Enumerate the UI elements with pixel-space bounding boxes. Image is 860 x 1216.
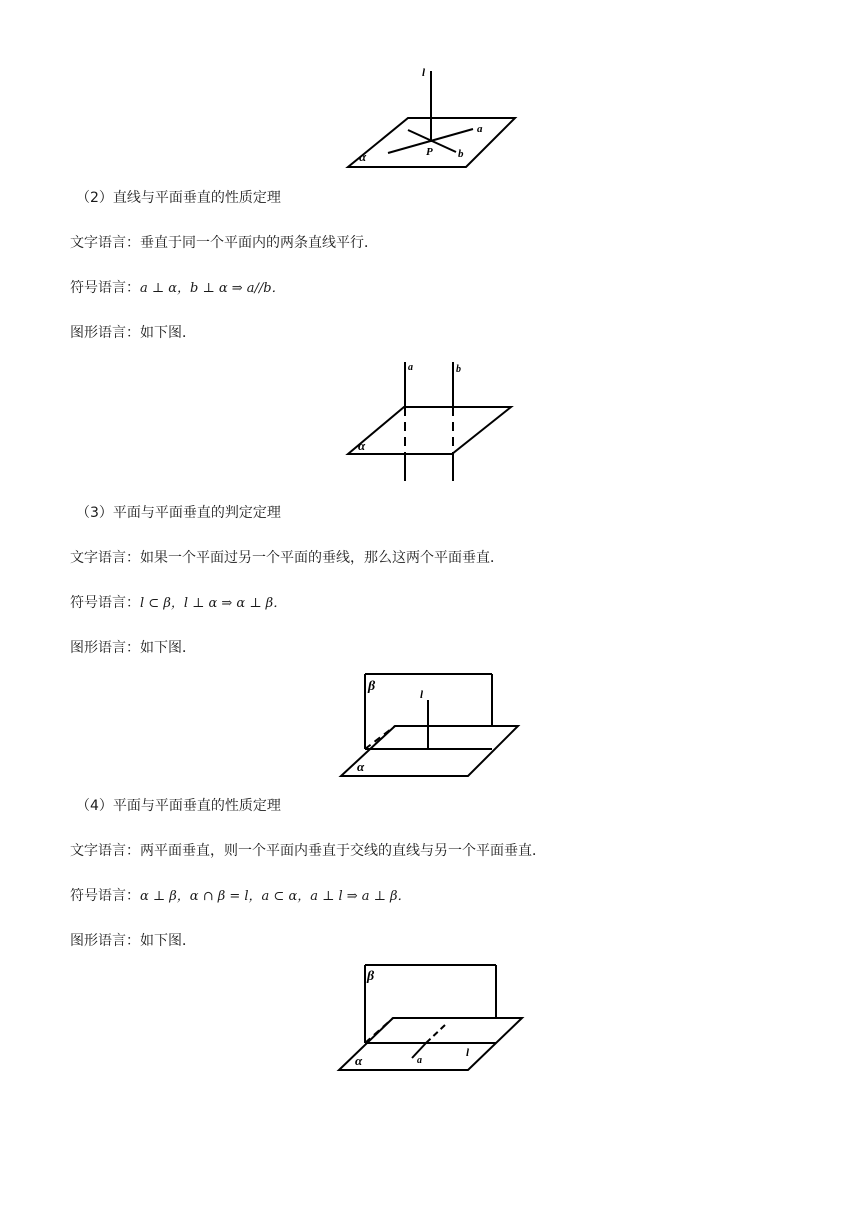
section4-figure-label: 图形语言：: [70, 933, 140, 949]
fig2-label-a: a: [408, 362, 413, 373]
fig2-label-b: b: [456, 364, 461, 375]
fig1-label-b: b: [458, 148, 464, 160]
fig3-label-l: l: [420, 689, 424, 701]
fig2-label-alpha: α: [358, 438, 366, 453]
fig1-label-l: l: [422, 67, 426, 79]
figure-plane-perpendicular-judgement: [335, 668, 525, 783]
fig4-label-a: a: [417, 1055, 422, 1066]
figure-parallel-lines-perpendicular-plane: [340, 355, 520, 485]
section4-text: 两平面垂直，则一个平面内垂直于交线的直线与另一个平面垂直．: [140, 843, 546, 859]
section3-heading: （3）平面与平面垂直的判定定理: [76, 505, 281, 521]
section2-text-label: 文字语言：: [70, 235, 140, 251]
fig3-label-beta: β: [368, 679, 376, 694]
figure-line-perpendicular-plane: [340, 60, 530, 175]
section3-text: 如果一个平面过另一个平面的垂线，那么这两个平面垂直．: [140, 550, 504, 566]
section4-symbol: α ⊥ β，α ∩ β = l，a ⊂ α，a ⊥ l ⇒ a ⊥ β．: [140, 889, 411, 904]
section3-symbol-label: 符号语言：: [70, 595, 140, 611]
section2-text-row: [70, 234, 378, 252]
section2-symbol-row: [70, 279, 285, 298]
fig1-label-p: P: [426, 146, 433, 158]
fig4-label-l: l: [466, 1047, 470, 1059]
section4-figure-text: 如下图．: [140, 933, 196, 949]
fig3-label-alpha: α: [357, 759, 365, 774]
section3-figure-text: 如下图．: [140, 640, 196, 656]
figure-plane-perpendicular-property: [335, 960, 530, 1075]
section2-text: 垂直于同一个平面内的两条直线平行．: [140, 235, 378, 251]
section2-symbol-label: 符号语言：: [70, 280, 140, 296]
fig4-label-beta: β: [367, 969, 375, 984]
section4-symbol-row: [70, 887, 411, 906]
section2-figure-label: 图形语言：: [70, 325, 140, 341]
section3-symbol: l ⊂ β，l ⊥ α ⇒ α ⊥ β．: [140, 596, 287, 611]
section4-symbol-label: 符号语言：: [70, 888, 140, 904]
section2-figure-text: 如下图．: [140, 325, 196, 341]
section4-text-row: [70, 842, 546, 860]
section3-figure-row: [70, 639, 196, 657]
section3-text-row: [70, 549, 504, 567]
section4-figure-row: [70, 932, 196, 950]
section2-symbol: a ⊥ α，b ⊥ α ⇒ a//b．: [140, 281, 285, 296]
section3-symbol-row: [70, 594, 286, 613]
fig1-label-alpha: α: [359, 149, 367, 164]
section2-figure-row: [70, 324, 196, 342]
fig4-label-alpha: α: [355, 1053, 363, 1068]
section4-text-label: 文字语言：: [70, 843, 140, 859]
section3-figure-label: 图形语言：: [70, 640, 140, 656]
section2-heading: （2）直线与平面垂直的性质定理: [76, 190, 281, 206]
section3-text-label: 文字语言：: [70, 550, 140, 566]
fig1-label-a: a: [477, 123, 483, 135]
section4-heading: （4）平面与平面垂直的性质定理: [76, 798, 281, 814]
